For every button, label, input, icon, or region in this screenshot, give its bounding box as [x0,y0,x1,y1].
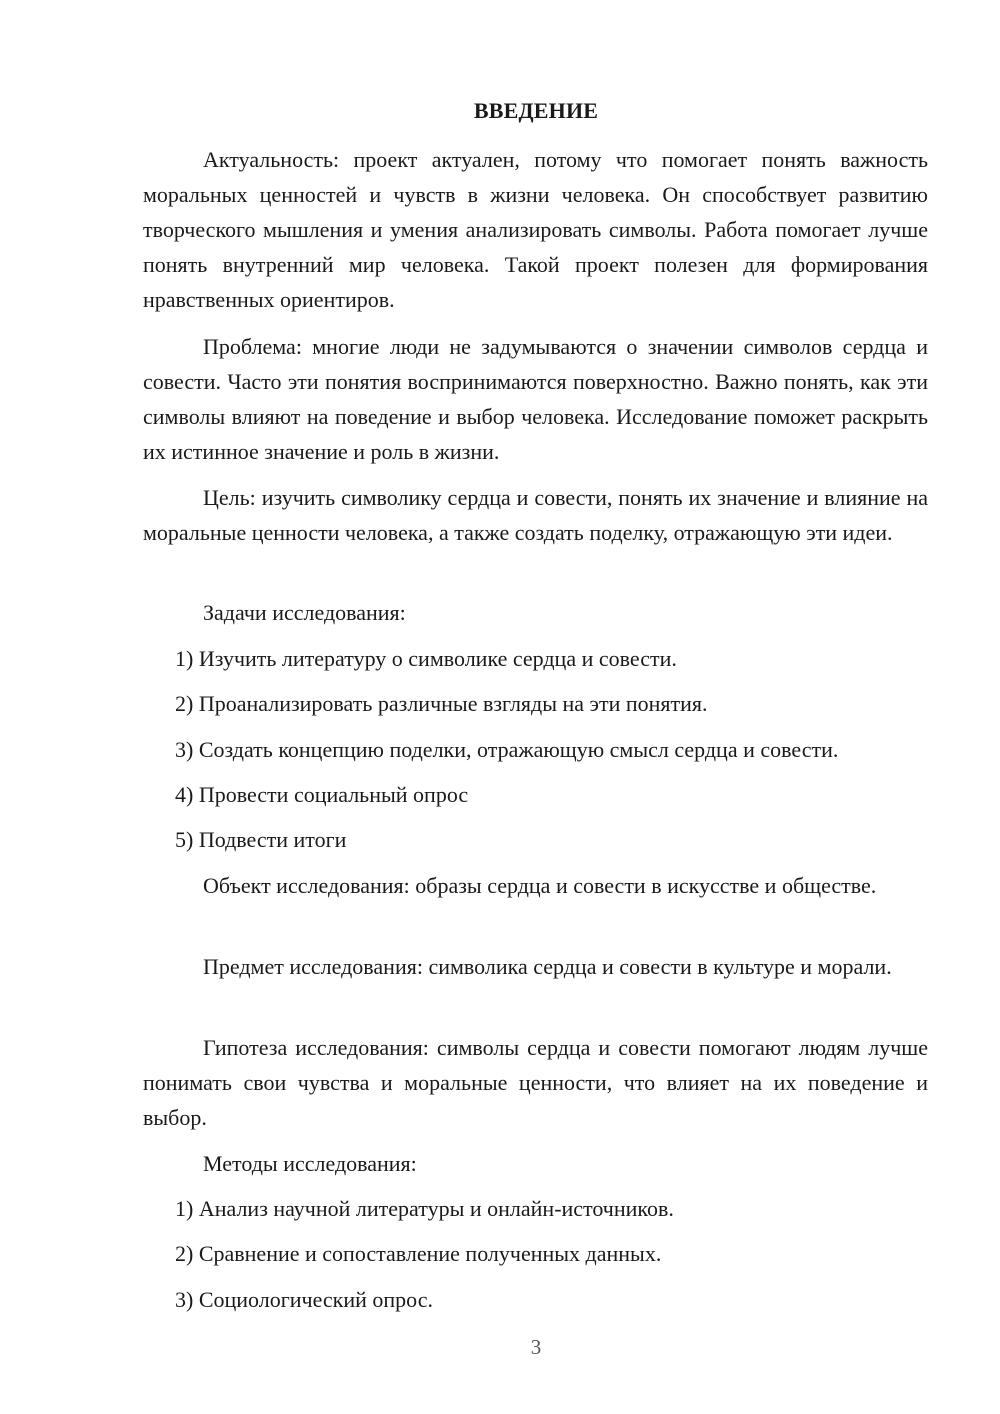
paragraph-relevance: Актуальность: проект актуален, потому что помогает понять важность моральных ценностей и чувств в жизни человека. Он способствует развитию творческого мышления и умения анализировать символы. Работа помогает лучше понять внутренний мир человека. Такой проект полезен для формирования нравственных ориентиров. [143,147,928,312]
task-item: 2) Проанализировать различные взгляды на эти понятия. [175,691,708,716]
task-item: 1) Изучить литературу о символике сердца и совести. [175,646,677,671]
method-item: 3) Социологический опрос. [175,1287,433,1312]
tasks-heading: Задачи исследования: [203,600,406,625]
paragraph-object: Объект исследования: образы сердца и совести в искусстве и обществе. [203,873,877,898]
paragraph-problem: Проблема: многие люди не задумываются о значении символов сердца и совести. Часто эти понятия воспринимаются поверхностно. Важно понять, как эти символы влияют на поведение и выбор человека. Исследование поможет раскрыть их истинное значение и роль в жизни. [143,334,928,464]
task-item: 3) Создать концепцию поделки, отражающую смысл сердца и совести. [175,737,839,762]
task-item: 5) Подвести итоги [175,827,347,852]
page-title: ВВЕДЕНИЕ [473,98,599,123]
paragraph-hypothesis: Гипотеза исследования: символы сердца и совести помогают людям лучше понимать свои чувства и моральные ценности, что влияет на их поведение и выбор. [143,1035,928,1130]
page-number: 3 [530,1335,542,1359]
task-item: 4) Провести социальный опрос [175,782,469,807]
methods-heading: Методы исследования: [203,1151,417,1176]
paragraph-goal: Цель: изучить символику сердца и совести, понять их значение и влияние на моральные ценности человека, а также создать поделку, отражающую эти идеи. [143,485,928,545]
paragraph-subject: Предмет исследования: символика сердца и совести в культуре и морали. [203,954,892,979]
method-item: 2) Сравнение и сопоставление полученных данных. [175,1241,662,1266]
method-item: 1) Анализ научной литературы и онлайн-источников. [175,1196,674,1221]
